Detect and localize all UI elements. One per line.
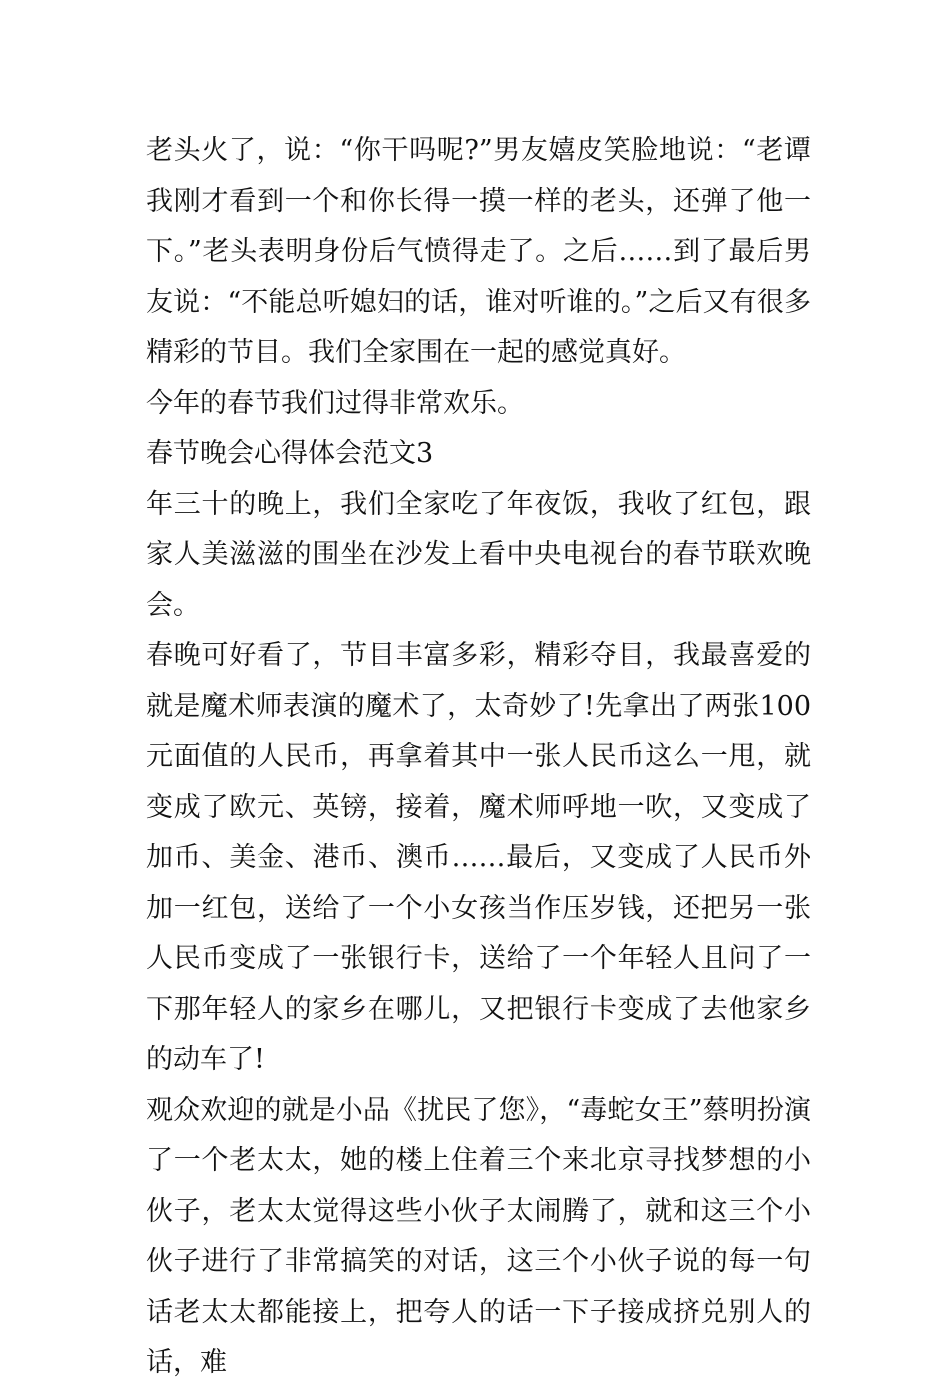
paragraph-story-ending: 老头火了，说：“你干吗呢?”男友嬉皮笑脸地说：“老谭我刚才看到一个和你长得一摸一样的老头，还弹了他一下。”老头表明身份后气愤得走了。之后……到了最后男友说：“不能总听媳妇的话，谁对听谁的。”之后又有很多精彩的节目。我们全家围在一起的感觉真好。 — [146, 135, 811, 368]
document-body — [146, 126, 811, 1389]
paragraph-spring-festival-summary: 今年的春节我们过得非常欢乐。 — [146, 387, 524, 419]
paragraph-magic-show: 春晚可好看了，节目丰富多彩，精彩夺目，我最喜爱的就是魔术师表演的魔术了，太奇妙了!先拿出了两张100元面值的人民币，再拿着其中一张人民币这么一甩，就变成了欧元、英镑，接着，魔术师呼地一吹，又变成了加币、美金、港币、澳币……最后，又变成了人民币外加一红包，送给了一个小女孩当作压岁钱，还把另一张人民币变成了一张银行卡，送给了一个年轻人且问了一下那年轻人的家乡在哪儿，又把银行卡变成了去他家乡的动车了! — [146, 640, 811, 1075]
paragraph-new-year-eve: 年三十的晚上，我们全家吃了年夜饭，我收了红包，跟家人美滋滋的围坐在沙发上看中央电视台的春节联欢晚会。 — [146, 488, 811, 621]
section-heading: 春节晚会心得体会范文3 — [146, 438, 434, 469]
paragraph-comedy-sketch: 观众欢迎的就是小品《扰民了您》，“毒蛇女王”蔡明扮演了一个老太太，她的楼上住着三个来北京寻找梦想的小伙子，老太太觉得这些小伙子太闹腾了，就和这三个小伙子进行了非常搞笑的对话，这三个小伙子说的每一句话老太太都能接上，把夸人的话一下子接成挤兑别人的话，难 — [146, 1094, 811, 1378]
